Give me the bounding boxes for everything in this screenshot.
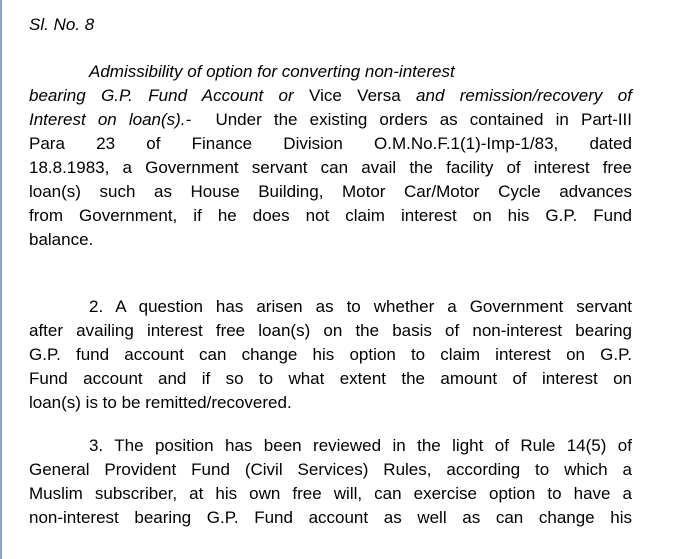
paragraph-1-line-8: balance. <box>29 230 94 249</box>
paragraph-2-line-3: G.P. fund account can change his option to claim interest on G.P. <box>29 345 632 364</box>
paragraph-1-line-5: 18.8.1983, a Government servant can avail the facility of interest free <box>29 158 632 177</box>
paragraph-3-line-1: 3. The position has been reviewed in the light of Rule 14(5) of <box>89 436 632 455</box>
heading-text: and remission/recovery of <box>416 86 632 105</box>
paragraph-2-line-4: Fund account and if so to what extent the amount of interest on <box>29 369 632 388</box>
paragraph-1-line-3 <box>29 108 632 132</box>
body-text: Under the existing orders as contained in Part-III <box>215 110 632 129</box>
paragraph-2 <box>29 295 632 415</box>
paragraph-2-line-1: 2. A question has arisen as to whether a Government servant <box>89 297 632 316</box>
paragraph-1-heading-line-2 <box>29 84 632 108</box>
paragraph-3-line-2: General Provident Fund (Civil Services) Rules, according to which a <box>29 460 632 479</box>
page-margin-rule <box>0 0 2 559</box>
serial-number: Sl. No. 8 <box>29 15 95 34</box>
paragraph-3 <box>29 434 632 530</box>
paragraph-1-line-6: loan(s) such as House Building, Motor Car/Motor Cycle advances <box>29 182 632 201</box>
paragraph-2-line-2: after availing interest free loan(s) on the basis of non-interest bearing <box>29 321 632 340</box>
paragraph-1 <box>29 60 632 252</box>
heading-text-upright: Vice Versa <box>309 86 401 105</box>
heading-text: bearing G.P. Fund Account or <box>29 86 294 105</box>
paragraph-2-line-5: loan(s) is to be remitted/recovered. <box>29 393 292 412</box>
heading-text: Admissibility of option for converting non-interest <box>89 62 455 81</box>
paragraph-3-line-3: Muslim subscriber, at his own free will, can exercise option to have a <box>29 484 632 503</box>
heading-text: Interest on loan(s).- <box>29 110 192 129</box>
paragraph-1-heading-line-1 <box>29 60 632 84</box>
paragraph-1-line-7: from Government, if he does not claim interest on his G.P. Fund <box>29 206 632 225</box>
paragraph-1-line-4: Para 23 of Finance Division O.M.No.F.1(1)-Imp-1/83, dated <box>29 134 632 153</box>
paragraph-3-line-4: non-interest bearing G.P. Fund account as well as can change his <box>29 508 632 527</box>
